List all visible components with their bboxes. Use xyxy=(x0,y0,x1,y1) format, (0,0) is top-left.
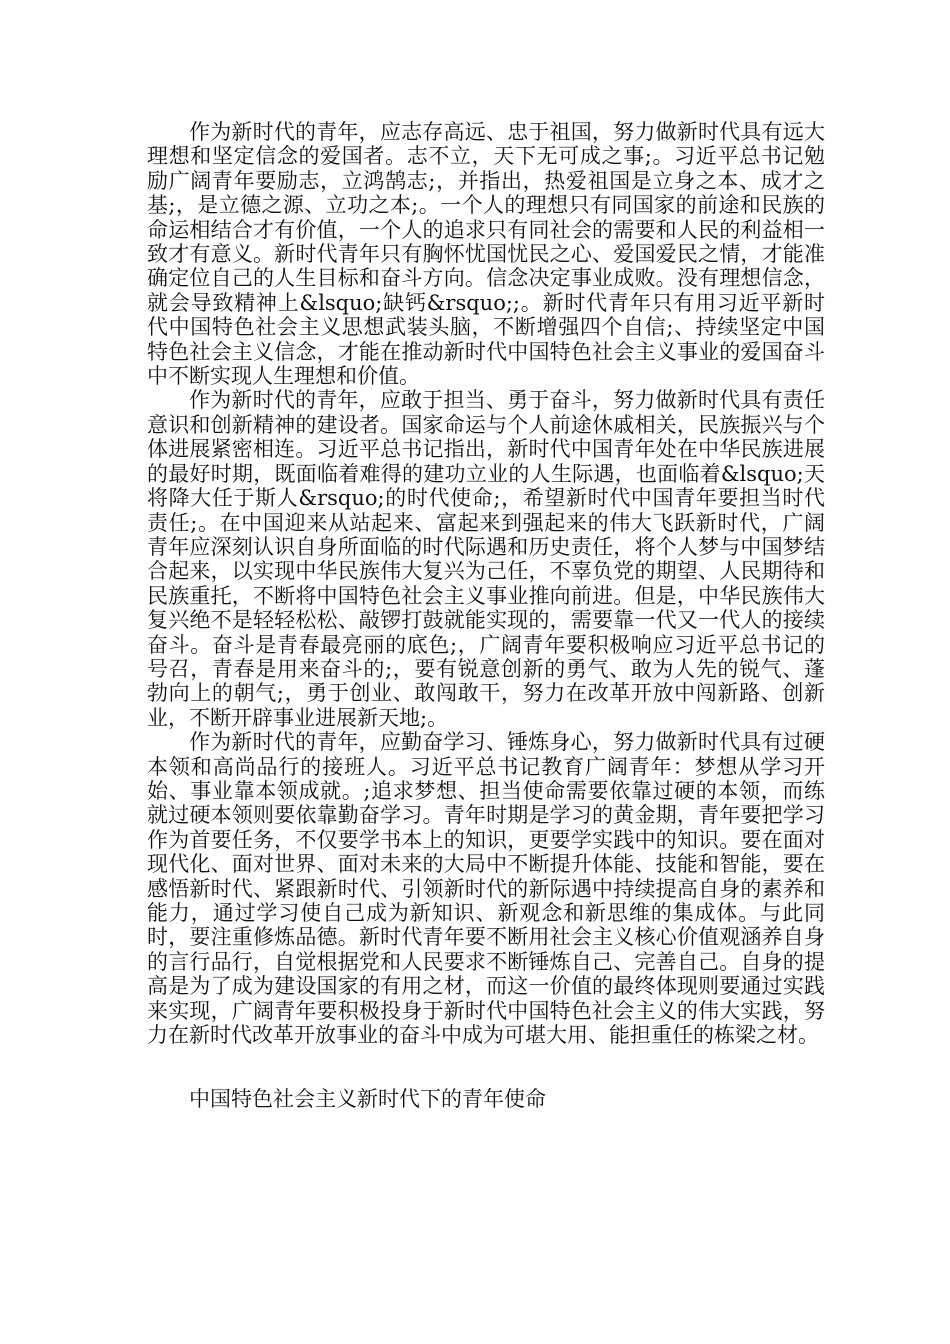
paragraph-1: 作为新时代的青年，应志存高远、忠于祖国，努力做新时代具有远大理想和坚定信念的爱国者。志不立，天下无可成之事;。习近平总书记勉励广阔青年要励志，立鸿鹄志;，并指出，热爱祖国是立身之本、成才之基;，是立德之源、立功之本;。一个人的理想只有同国家的前途和民族的命运相结合才有价值，一个人的追求只有同社会的需要和人民的利益相一致才有意义。新时代青年只有胸怀忧国忧民之心、爱国爱民之情，才能准确定位自己的人生目标和奋斗方向。信念决定事业成败。没有理想信念，就会导致精神上&lsquo;缺钙&rsquo;;。新时代青年只有用习近平新时代中国特色社会主义思想武装头脑，不断增强四个自信;、持续坚定中国特色社会主义信念，才能在推动新时代中国特色社会主义事业的爱国奋斗中不断实现人生理想和价值。 xyxy=(147,120,825,389)
paragraph-3: 作为新时代的青年，应勤奋学习、锤炼身心，努力做新时代具有过硬本领和高尚品行的接班人。习近平总书记教育广阔青年：梦想从学习开始、事业靠本领成就。;追求梦想、担当使命需要依靠过硬的本领，而练就过硬本领则要依靠勤奋学习。青年时期是学习的黄金期，青年要把学习作为首要任务，不仅要学书本上的知识，更要学实践中的知识。要在面对现代化、面对世界、面对未来的大局中不断提升体能、技能和智能，要在感悟新时代、紧跟新时代、引领新时代的新际遇中持续提高自身的素养和能力，通过学习使自己成为新知识、新观念和新思维的集成体。与此同时，要注重修炼品德。新时代青年要不断用社会主义核心价值观涵养自身的言行品行，自觉根据党和人民要求不断锤炼自己、完善自己。自身的提高是为了成为建设国家的有用之材，而这一价值的最终体现则要通过实践来实现，广阔青年要积极投身于新时代中国特色社会主义的伟大实践，努力在新时代改革开放事业的奋斗中成为可堪大用、能担重任的栋梁之材。 xyxy=(147,730,825,1048)
paragraph-2: 作为新时代的青年，应敢于担当、勇于奋斗，努力做新时代具有责任意识和创新精神的建设者。国家命运与个人前途休戚相关，民族振兴与个体进展紧密相连。习近平总书记指出，新时代中国青年处在中华民族进展的最好时期，既面临着难得的建功立业的人生际遇，也面临着&lsquo;天将降大任于斯人&rsquo;的时代使命;，希望新时代中国青年要担当时代责任;。在中国迎来从站起来、富起来到强起来的伟大飞跃新时代，广阔青年应深刻认识自身所面临的时代际遇和历史责任，将个人梦与中国梦结合起来，以实现中华民族伟大复兴为己任，不辜负党的期望、人民期待和民族重托，不断将中国特色社会主义事业推向前进。但是，中华民族伟大复兴绝不是轻轻松松、敲锣打鼓就能实现的，需要靠一代又一代人的接续奋斗。奋斗是青春最亮丽的底色;，广阔青年要积极响应习近平总书记的号召，青春是用来奋斗的;，要有锐意创新的勇气、敢为人先的锐气、蓬勃向上的朝气;，勇于创业、敢闯敢干，努力在改革开放中闯新路、创新业，不断开辟事业进展新天地;。 xyxy=(147,388,825,730)
document-body xyxy=(147,120,825,1112)
section-heading: 中国特色社会主义新时代下的青年使命 xyxy=(189,1087,546,1112)
